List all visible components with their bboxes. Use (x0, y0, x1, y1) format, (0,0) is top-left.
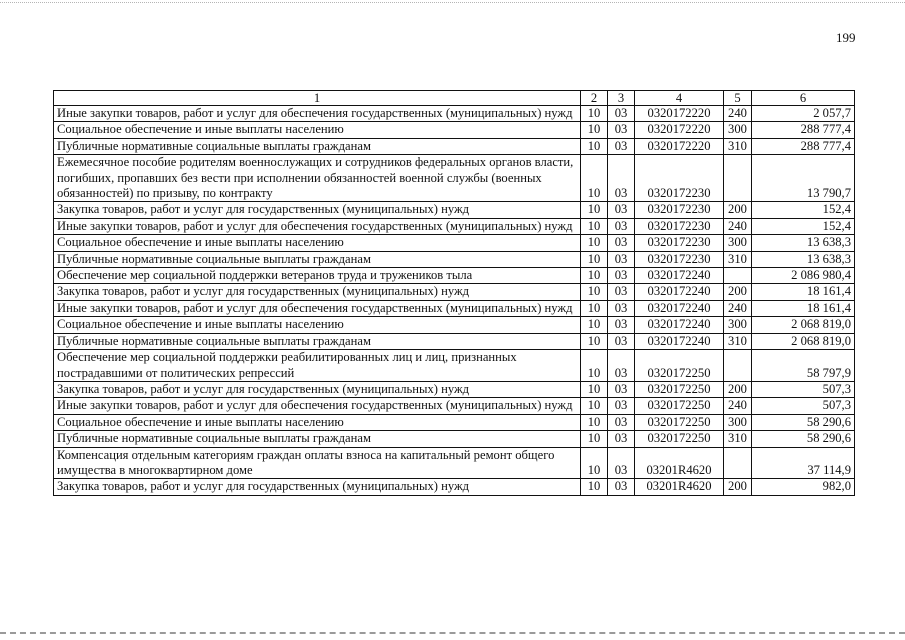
table-row (54, 122, 855, 138)
table-row (54, 414, 855, 430)
row-name: Закупка товаров, работ и услуг для государственных (муниципальных) нужд (54, 284, 581, 300)
row-expense-type (724, 447, 752, 479)
row-subsection: 03 (608, 333, 635, 349)
row-name: Иные закупки товаров, работ и услуг для обеспечения государственных (муниципальных) нужд (54, 218, 581, 234)
row-amount: 13 638,3 (752, 235, 855, 251)
row-name: Публичные нормативные социальные выплаты гражданам (54, 333, 581, 349)
row-section: 10 (581, 138, 608, 154)
row-section: 10 (581, 414, 608, 430)
row-name: Обеспечение мер социальной поддержки ветеранов труда и тружеников тыла (54, 268, 581, 284)
row-amount: 2 068 819,0 (752, 333, 855, 349)
row-target-article: 0320172230 (635, 202, 724, 218)
row-section: 10 (581, 300, 608, 316)
row-name: Закупка товаров, работ и услуг для государственных (муниципальных) нужд (54, 479, 581, 495)
row-target-article: 0320172250 (635, 381, 724, 397)
row-section: 10 (581, 479, 608, 495)
row-name: Компенсация отдельным категориям граждан оплаты взноса на капитальный ремонт общего имущества в многоквартирном доме (54, 447, 581, 479)
row-expense-type: 200 (724, 479, 752, 495)
row-target-article: 0320172220 (635, 138, 724, 154)
column-number-row (54, 91, 855, 106)
row-amount: 152,4 (752, 218, 855, 234)
row-name: Публичные нормативные социальные выплаты гражданам (54, 431, 581, 447)
row-amount: 2 086 980,4 (752, 268, 855, 284)
row-expense-type: 310 (724, 431, 752, 447)
column-header: 6 (752, 91, 855, 106)
row-name: Закупка товаров, работ и услуг для государственных (муниципальных) нужд (54, 381, 581, 397)
row-expense-type (724, 268, 752, 284)
scan-bottom-edge (0, 632, 905, 634)
table-row (54, 235, 855, 251)
row-section: 10 (581, 235, 608, 251)
row-name: Обеспечение мер социальной поддержки реабилитированных лиц и лиц, признанных пострадавшими от политических репрессий (54, 350, 581, 382)
row-expense-type: 200 (724, 284, 752, 300)
row-expense-type (724, 350, 752, 382)
row-name: Закупка товаров, работ и услуг для государственных (муниципальных) нужд (54, 202, 581, 218)
row-name: Ежемесячное пособие родителям военнослужащих и сотрудников федеральных органов власти, погибших, пропавших без вести при исполнении обязанностей военной службы (военных обязанностей) по призыву, по контракту (54, 155, 581, 202)
budget-table (53, 90, 855, 496)
row-amount: 13 638,3 (752, 251, 855, 267)
row-subsection: 03 (608, 284, 635, 300)
table-row (54, 381, 855, 397)
row-amount: 982,0 (752, 479, 855, 495)
budget-table-body (54, 91, 855, 496)
row-expense-type: 240 (724, 106, 752, 122)
row-subsection: 03 (608, 235, 635, 251)
row-target-article: 03201R4620 (635, 447, 724, 479)
row-amount: 507,3 (752, 398, 855, 414)
row-amount: 18 161,4 (752, 300, 855, 316)
row-name: Социальное обеспечение и иные выплаты населению (54, 122, 581, 138)
row-subsection: 03 (608, 202, 635, 218)
row-target-article: 0320172240 (635, 268, 724, 284)
row-section: 10 (581, 398, 608, 414)
row-section: 10 (581, 317, 608, 333)
row-subsection: 03 (608, 350, 635, 382)
table-row (54, 447, 855, 479)
table-row (54, 333, 855, 349)
row-name: Социальное обеспечение и иные выплаты населению (54, 414, 581, 430)
row-target-article: 0320172230 (635, 235, 724, 251)
row-amount: 507,3 (752, 381, 855, 397)
row-subsection: 03 (608, 268, 635, 284)
row-subsection: 03 (608, 218, 635, 234)
row-target-article: 0320172220 (635, 122, 724, 138)
row-expense-type: 300 (724, 122, 752, 138)
row-section: 10 (581, 431, 608, 447)
table-row (54, 268, 855, 284)
row-expense-type: 200 (724, 202, 752, 218)
column-header: 5 (724, 91, 752, 106)
row-subsection: 03 (608, 155, 635, 202)
row-section: 10 (581, 350, 608, 382)
row-amount: 18 161,4 (752, 284, 855, 300)
row-amount: 2 068 819,0 (752, 317, 855, 333)
row-amount: 13 790,7 (752, 155, 855, 202)
table-row (54, 155, 855, 202)
row-amount: 58 290,6 (752, 431, 855, 447)
row-amount: 2 057,7 (752, 106, 855, 122)
row-expense-type: 310 (724, 251, 752, 267)
row-amount: 58 290,6 (752, 414, 855, 430)
column-header: 4 (635, 91, 724, 106)
row-expense-type: 310 (724, 138, 752, 154)
row-section: 10 (581, 218, 608, 234)
row-amount: 152,4 (752, 202, 855, 218)
row-target-article: 0320172240 (635, 284, 724, 300)
row-subsection: 03 (608, 251, 635, 267)
table-row (54, 398, 855, 414)
row-subsection: 03 (608, 381, 635, 397)
row-expense-type: 300 (724, 317, 752, 333)
row-subsection: 03 (608, 479, 635, 495)
row-amount: 58 797,9 (752, 350, 855, 382)
row-name: Иные закупки товаров, работ и услуг для обеспечения государственных (муниципальных) нужд (54, 300, 581, 316)
table-row (54, 251, 855, 267)
row-target-article: 0320172230 (635, 251, 724, 267)
row-subsection: 03 (608, 431, 635, 447)
scan-top-edge (0, 2, 905, 3)
table-row (54, 106, 855, 122)
row-target-article: 0320172250 (635, 414, 724, 430)
row-subsection: 03 (608, 398, 635, 414)
row-expense-type: 240 (724, 398, 752, 414)
row-target-article: 0320172240 (635, 333, 724, 349)
row-expense-type: 310 (724, 333, 752, 349)
row-name: Публичные нормативные социальные выплаты гражданам (54, 251, 581, 267)
row-section: 10 (581, 447, 608, 479)
row-subsection: 03 (608, 122, 635, 138)
table-row (54, 284, 855, 300)
table-row (54, 431, 855, 447)
row-subsection: 03 (608, 300, 635, 316)
row-subsection: 03 (608, 138, 635, 154)
table-row (54, 479, 855, 495)
row-target-article: 03201R4620 (635, 479, 724, 495)
table-row (54, 300, 855, 316)
row-target-article: 0320172230 (635, 218, 724, 234)
row-target-article: 0320172250 (635, 350, 724, 382)
row-name: Социальное обеспечение и иные выплаты населению (54, 317, 581, 333)
row-target-article: 0320172220 (635, 106, 724, 122)
row-target-article: 0320172250 (635, 431, 724, 447)
row-section: 10 (581, 251, 608, 267)
row-name: Иные закупки товаров, работ и услуг для обеспечения государственных (муниципальных) нужд (54, 398, 581, 414)
row-name: Социальное обеспечение и иные выплаты населению (54, 235, 581, 251)
row-section: 10 (581, 202, 608, 218)
row-expense-type: 240 (724, 300, 752, 316)
row-target-article: 0320172240 (635, 317, 724, 333)
row-section: 10 (581, 268, 608, 284)
row-target-article: 0320172230 (635, 155, 724, 202)
page-number: 199 (836, 30, 856, 45)
row-expense-type: 300 (724, 235, 752, 251)
row-amount: 288 777,4 (752, 138, 855, 154)
row-expense-type (724, 155, 752, 202)
row-section: 10 (581, 284, 608, 300)
table-row (54, 350, 855, 382)
row-section: 10 (581, 381, 608, 397)
row-amount: 37 114,9 (752, 447, 855, 479)
row-expense-type: 200 (724, 381, 752, 397)
table-row (54, 138, 855, 154)
column-header: 2 (581, 91, 608, 106)
row-subsection: 03 (608, 106, 635, 122)
row-name: Иные закупки товаров, работ и услуг для обеспечения государственных (муниципальных) нужд (54, 106, 581, 122)
row-target-article: 0320172250 (635, 398, 724, 414)
row-target-article: 0320172240 (635, 300, 724, 316)
row-expense-type: 240 (724, 218, 752, 234)
row-section: 10 (581, 106, 608, 122)
row-subsection: 03 (608, 447, 635, 479)
row-subsection: 03 (608, 414, 635, 430)
row-section: 10 (581, 122, 608, 138)
table-row (54, 218, 855, 234)
row-expense-type: 300 (724, 414, 752, 430)
row-section: 10 (581, 155, 608, 202)
table-row (54, 317, 855, 333)
row-amount: 288 777,4 (752, 122, 855, 138)
table-row (54, 202, 855, 218)
column-header: 3 (608, 91, 635, 106)
row-name: Публичные нормативные социальные выплаты гражданам (54, 138, 581, 154)
column-header: 1 (54, 91, 581, 106)
row-section: 10 (581, 333, 608, 349)
row-subsection: 03 (608, 317, 635, 333)
